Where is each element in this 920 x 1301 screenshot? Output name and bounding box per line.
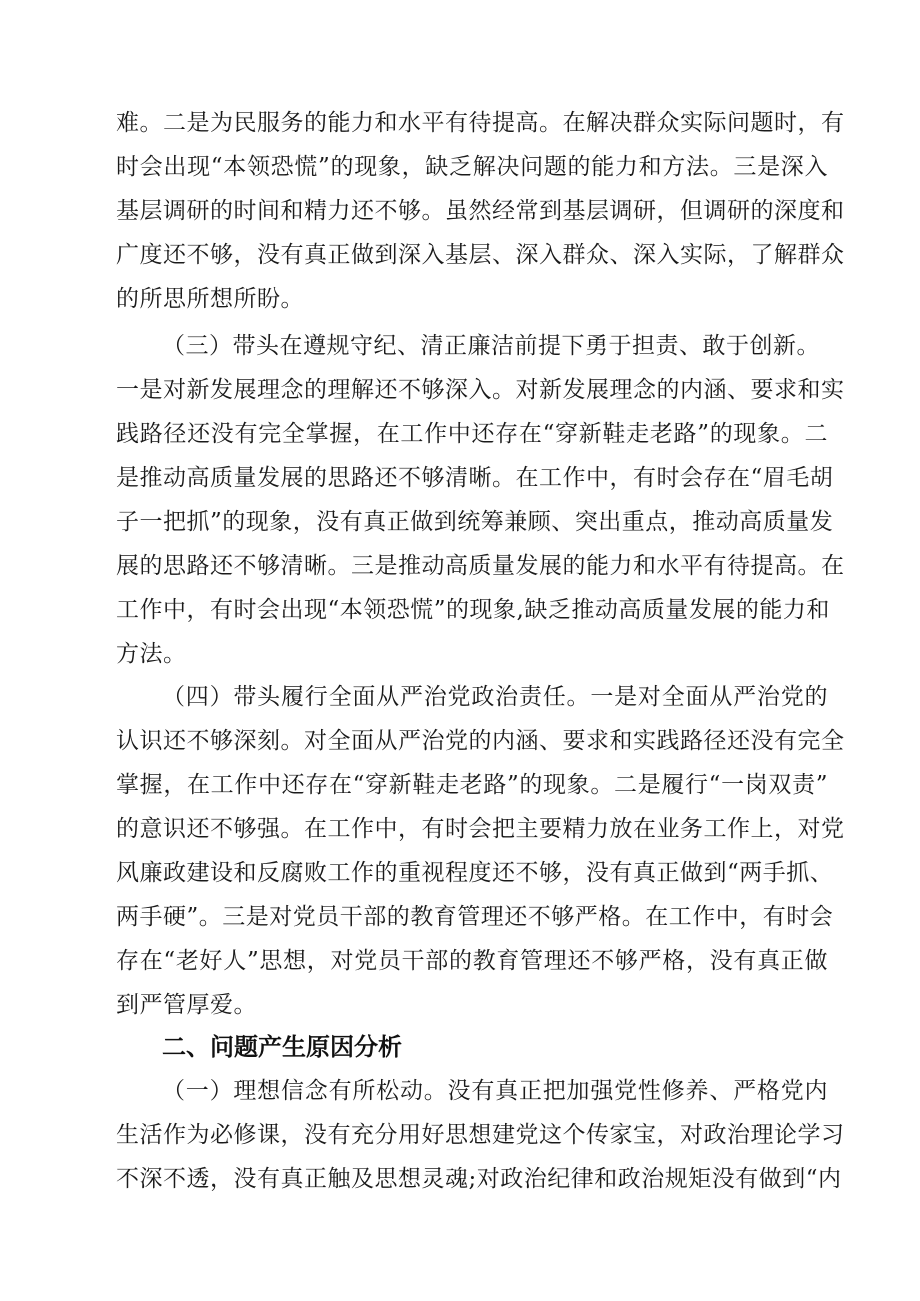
paragraph-line: 展的思路还不够清晰。三是推动高质量发展的能力和水平有待提高。在 xyxy=(116,553,845,579)
paragraph-line: 基层调研的时间和精力还不够。虽然经常到基层调研，但调研的深度和 xyxy=(116,198,845,224)
paragraph-line: 认识还不够深刻。对全面从严治党的内涵、要求和实践路径还没有完全 xyxy=(116,728,845,754)
paragraph-line: 广度还不够，没有真正做到深入基层、深入群众、深入实际，了解群众 xyxy=(116,242,845,268)
paragraph-line: 子一把抓”的现象，没有真正做到统筹兼顾、突出重点，推动高质量发 xyxy=(116,509,834,535)
paragraph-line: 风廉政建设和反腐败工作的重视程度还不够，没有真正做到“两手抓、 xyxy=(116,860,834,886)
paragraph-line: 一是对新发展理念的理解还不够深入。对新发展理念的内涵、要求和实 xyxy=(116,377,845,403)
paragraph-line: 不深不透，没有真正触及思想灵魂;对政治纪律和政治规矩没有做到“内 xyxy=(116,1166,842,1192)
paragraph-line: 践路径还没有完全掌握，在工作中还存在“穿新鞋走老路”的现象。二 xyxy=(116,421,828,447)
paragraph-line: （四）带头履行全面从严治党政治责任。一是对全面从严治党的 xyxy=(162,684,828,710)
paragraph-line: 存在“老好人”思想，对党员干部的教育管理还不够严格，没有真正做 xyxy=(116,948,828,974)
paragraph-line: （三）带头在遵规守纪、清正廉洁前提下勇于担责、敢于创新。 xyxy=(162,333,820,359)
paragraph-line: （一）理想信念有所松动。没有真正把加强党性修养、严格党内 xyxy=(162,1078,828,1104)
paragraph-line: 是推动高质量发展的思路还不够清晰。在工作中，有时会存在“眉毛胡 xyxy=(116,465,834,491)
paragraph-line: 的所思所想所盼。 xyxy=(116,286,304,312)
paragraph-line: 掌握，在工作中还存在“穿新鞋走老路”的现象。二是履行“一岗双责” xyxy=(116,772,828,798)
paragraph-line: 到严管厚爱。 xyxy=(116,992,257,1018)
paragraph-line: 方法。 xyxy=(116,641,187,667)
paragraph-line: 两手硬”。三是对党员干部的教育管理还不够严格。在工作中，有时会 xyxy=(116,904,834,930)
paragraph-line: 难。二是为民服务的能力和水平有待提高。在解决群众实际问题时，有 xyxy=(116,110,845,136)
section-heading: 二、问题产生原因分析 xyxy=(162,1033,402,1061)
paragraph-line: 时会出现“本领恐慌”的现象，缺乏解决问题的能力和方法。三是深入 xyxy=(116,154,828,180)
paragraph-line: 生活作为必修课，没有充分用好思想建党这个传家宝，对政治理论学习 xyxy=(116,1122,845,1148)
paragraph-line: 的意识还不够强。在工作中，有时会把主要精力放在业务工作上，对党 xyxy=(116,816,845,842)
paragraph-line: 工作中，有时会出现“本领恐慌”的现象,缺乏推动高质量发展的能力和 xyxy=(116,597,830,623)
